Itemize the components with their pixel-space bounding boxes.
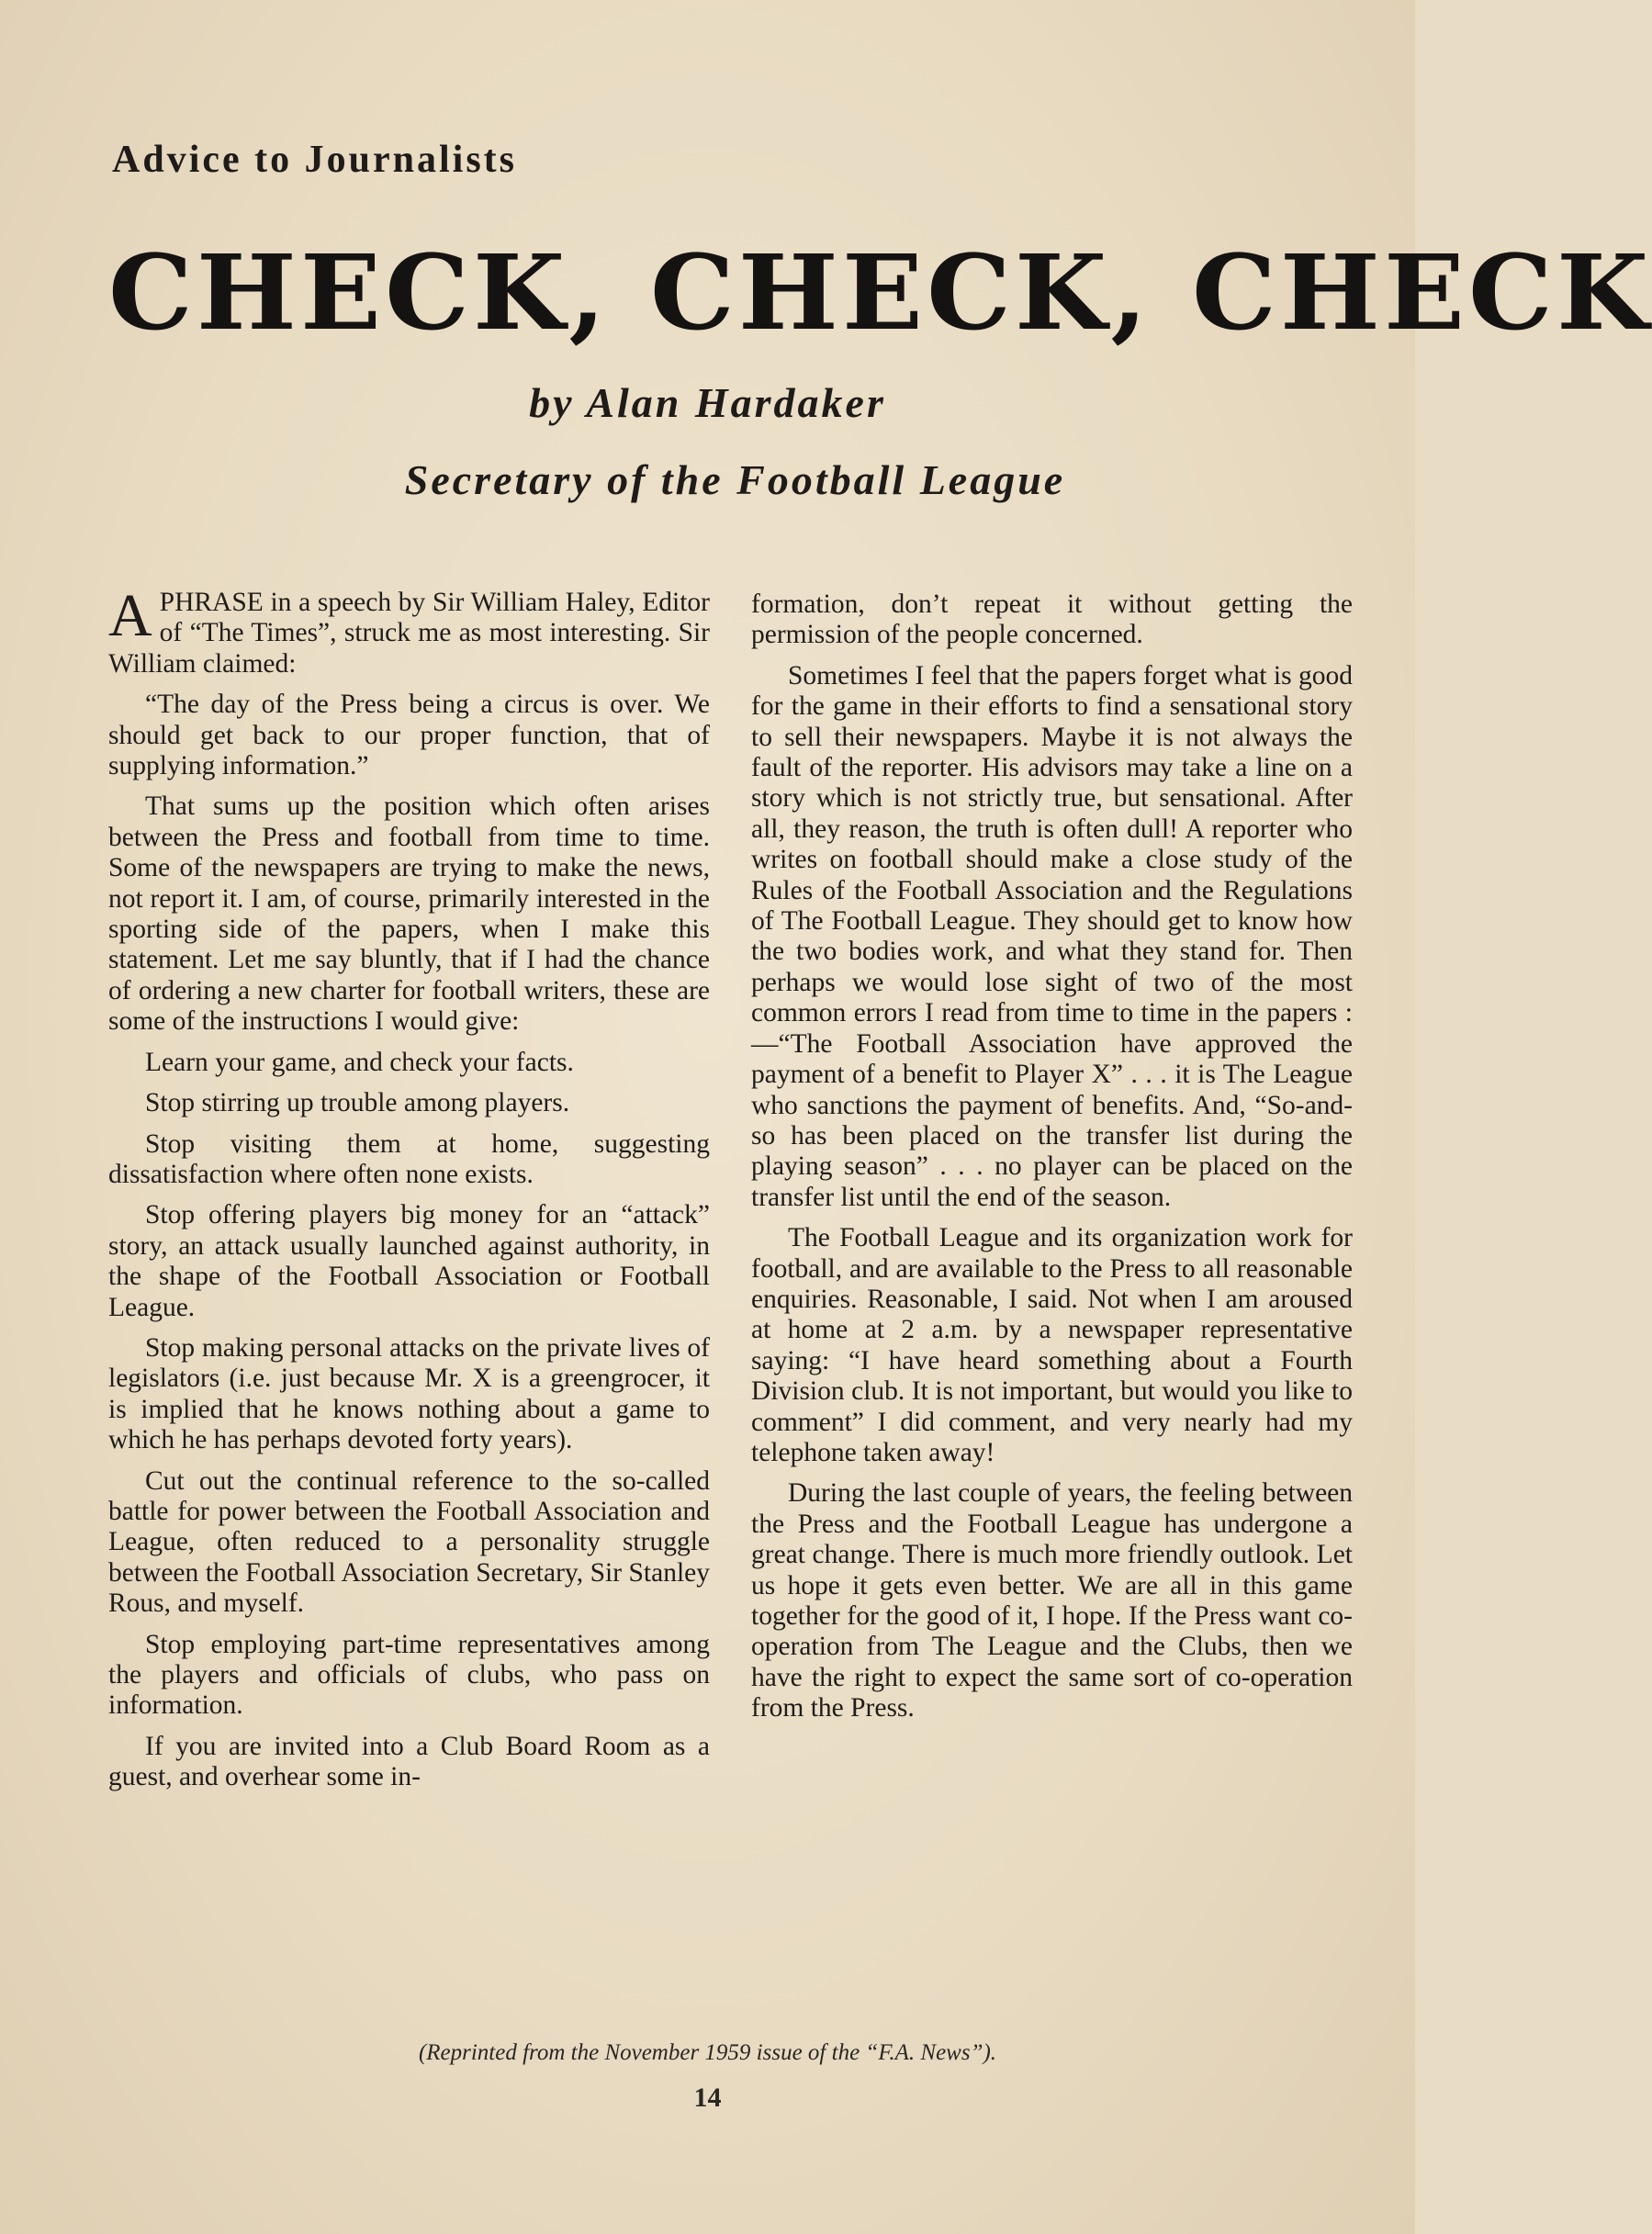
paragraph: Stop visiting them at home, suggesting dissatisfaction where often none exists. bbox=[108, 1128, 710, 1189]
paragraph: Stop employing part-time representatives among the players and officials of clubs, who pass on information. bbox=[108, 1629, 710, 1721]
article-column-left bbox=[108, 582, 710, 1803]
article-column-right bbox=[751, 589, 1353, 1734]
paragraph: formation, don’t repeat it without getting the permission of the people concerned. bbox=[751, 589, 1353, 650]
paragraph: Stop stirring up trouble among players. bbox=[145, 1088, 570, 1118]
paragraph: If you are invited into a Club Board Room as a guest, and overhear some in- bbox=[108, 1731, 710, 1792]
headline: CHECK, CHECK, CHECK bbox=[108, 233, 1652, 354]
paragraph: “The day of the Press being a circus is over. We should get back to our proper function, that of supplying information.” bbox=[108, 690, 710, 781]
drop-cap: A bbox=[108, 582, 152, 649]
page-number: 14 bbox=[693, 2082, 722, 2113]
section-kicker: Advice to Journalists bbox=[112, 139, 517, 181]
paragraph: Sometimes I feel that the papers forget what is good for the game in their efforts to find a sensational story to sell their newspapers. Maybe it is not always the fault of the reporter. His advisors may take a line on a story which is not strictly true, but sensational. After all, they reason, the truth is often dull! A reporter who writes on football should make a close study of the Rules of the Football Association and the Regulations of The Football League. They should get to know how the two bodies work, and what they stand for. Then perhaps we would lose sight of two of the most common errors I read from time to time in the papers :—“The Football Association have approved the payment of a benefit to Player X” . . . it is The League who sanctions the payment of benefits. And, “So-and-so has been placed on the transfer list during the playing season” . . . no player can be placed on the transfer list until the end of the season. bbox=[751, 660, 1353, 1212]
reprint-note: (Reprinted from the November 1959 issue of the “F.A. News”). bbox=[418, 2040, 997, 2065]
paragraph: During the last couple of years, the feeling between the Press and the Football League has undergone a great change. There is much more friendly outlook. Let us hope it gets even better. We are all in this game together for the good of it, I hope. If the Press want co-operation from The League and the Clubs, then we have the right to expect the same sort of co-operation from the Press. bbox=[751, 1478, 1353, 1723]
paragraph: That sums up the position which often arises between the Press and football from time to time. Some of the newspapers are trying to make the news, not report it. I am, of course, primarily interested in the sporting side of the papers, when I make this statement. Let me say bluntly, that if I had the chance of ordering a new charter for football writers, these are some of the instructions I would give: bbox=[108, 791, 710, 1037]
paragraph: Stop offering players big money for an “attack” story, an attack usually launched against authority, in the shape of the Football Association or Football League. bbox=[108, 1200, 710, 1322]
paragraph: Stop making personal attacks on the private lives of legislators (i.e. just because Mr. X is a greengrocer, it is implied that he knows nothing about a game to which he has perhaps devoted forty years). bbox=[108, 1332, 710, 1455]
paragraph: Learn your game, and check your facts. bbox=[145, 1047, 574, 1077]
paragraph: Cut out the continual reference to the so-called battle for power between the Football Association and League, often reduced to a personality struggle between the Football Association Secretary, Sir Stanley Rous, and myself. bbox=[108, 1465, 710, 1619]
author-byline: by Alan Hardaker bbox=[529, 379, 886, 426]
paragraph: The Football League and its organization work for football, and are available to the Press to all reasonable enquiries. Reasonable, I said. Not when I am aroused at home at 2 a.m. by a newspaper representative saying: “I have heard something about a Fourth Division club. It is not important, but would you like to comment” I did comment, and very nearly had my telephone taken away! bbox=[751, 1223, 1353, 1467]
author-role: Secretary of the Football League bbox=[404, 456, 1066, 503]
paragraph bbox=[108, 582, 710, 679]
paragraph-text: PHRASE in a speech by Sir William Haley, Editor of “The Times”, struck me as most interesting. Sir William claimed: bbox=[108, 588, 710, 679]
